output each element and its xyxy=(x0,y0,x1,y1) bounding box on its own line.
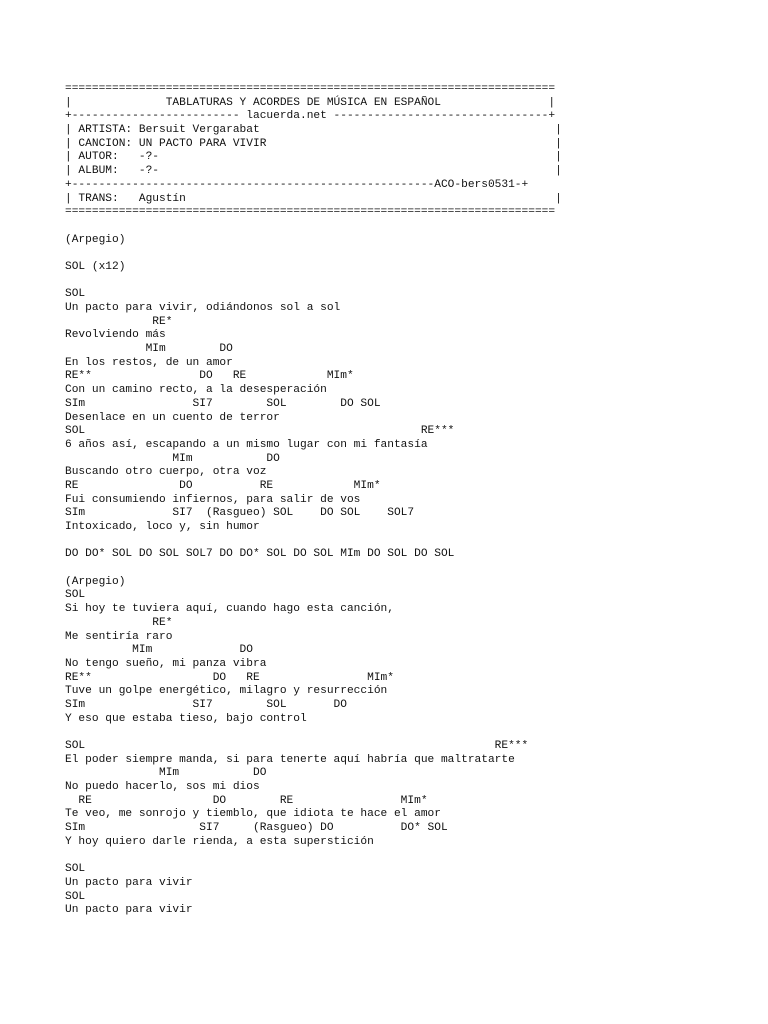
chord-line: SOL RE*** xyxy=(65,740,529,752)
chord-line: RE DO RE MIm* xyxy=(65,479,381,492)
chord-line: SOL xyxy=(65,863,86,876)
chord-line: SOL xyxy=(65,589,86,602)
lyric-line: Revolviendo más xyxy=(65,329,166,342)
blank-line xyxy=(65,535,625,549)
lyric-line: Un pacto para vivir, odiándonos sol a sol xyxy=(65,302,341,314)
chord-line: SIm SI7 SOL DO SOL xyxy=(65,397,381,410)
lyric-line: 6 años así, escapando a un mismo lugar con mi fantasía xyxy=(65,438,428,451)
lyric-line: Y eso que estaba tieso, bajo control xyxy=(65,712,307,725)
blank-line xyxy=(65,562,625,576)
header-title-line: | TABLATURAS Y ACORDES DE MÚSICA EN ESPAÑOL | xyxy=(65,96,556,109)
author-line: | AUTOR: -?- | xyxy=(65,151,562,164)
blank-line xyxy=(65,850,625,864)
chord-line: RE** DO RE MIm* xyxy=(65,671,394,684)
lyric-line: Con un camino recto, a la desesperación xyxy=(65,384,327,397)
lyric-line: Intoxicado, loco y, sin humor xyxy=(65,521,260,533)
blank-line xyxy=(65,220,625,234)
lyric-line: Desenlace en un cuento de terror xyxy=(65,411,280,424)
chord-line: MIm DO xyxy=(65,343,233,356)
blank-line xyxy=(65,726,625,740)
code-line: +------------------------------------------------------ACO-bers0531-+ xyxy=(65,178,529,191)
chord-line: SIm SI7 (Rasgueo) DO DO* SOL xyxy=(65,822,448,835)
chord-line: SIm SI7 SOL DO xyxy=(65,698,347,711)
lyric-line: Me sentiría raro xyxy=(65,630,173,643)
tab-sheet xyxy=(65,83,625,918)
lyric-line: Y hoy quiero darle rienda, a esta superstición xyxy=(65,835,374,848)
lyric-line: Un pacto para vivir xyxy=(65,876,193,889)
album-line: | ALBUM: -?- | xyxy=(65,165,562,178)
chord-line: SOL RE*** xyxy=(65,425,455,438)
blank-line xyxy=(65,247,625,261)
chord-line: MIm DO xyxy=(65,644,253,657)
lyric-line: En los restos, de un amor xyxy=(65,356,233,369)
site-name-line: +------------------------- lacuerda.net --------------------------------+ xyxy=(65,110,556,123)
lyric-line: No puedo hacerlo, sos mi dios xyxy=(65,781,260,794)
chord-line: SIm SI7 (Rasgueo) SOL DO SOL SOL7 xyxy=(65,507,415,520)
lyric-line: Te veo, me sonrojo y tiemblo, que idiota te hace el amor xyxy=(65,808,441,821)
lyric-line: Fui consumiendo infiernos, para salir de vos xyxy=(65,493,361,506)
chord-line: SOL xyxy=(65,890,86,903)
transcriber-line: | TRANS: Agustín | xyxy=(65,192,562,205)
lyric-line: Buscando otro cuerpo, otra voz xyxy=(65,466,267,479)
chord-line: MIm DO xyxy=(65,767,267,780)
chord-line: RE* xyxy=(65,315,173,328)
chord-line: DO DO* SOL DO SOL SOL7 DO DO* SOL DO SOL MIm DO SOL DO SOL xyxy=(65,548,455,561)
lyric-line: Un pacto para vivir xyxy=(65,904,193,917)
chord-line: RE DO RE MIm* xyxy=(65,794,428,807)
chord-line: SOL xyxy=(65,288,86,301)
chord-line: RE* xyxy=(65,616,173,629)
song-line: | CANCION: UN PACTO PARA VIVIR | xyxy=(65,137,562,150)
artist-line: | ARTISTA: Bersuit Vergarabat | xyxy=(65,124,562,137)
section-marker: (Arpegio) xyxy=(65,233,126,246)
chord-line: RE** DO RE MIm* xyxy=(65,370,354,383)
chord-line: SOL (x12) xyxy=(65,260,126,273)
lyric-line: Si hoy te tuviera aquí, cuando hago esta canción, xyxy=(65,603,394,616)
header-border-line: ========================================================================= xyxy=(65,206,556,219)
lyric-line: No tengo sueño, mi panza vibra xyxy=(65,657,267,670)
header-border-line: ========================================================================= xyxy=(65,83,556,95)
chord-line: MIm DO xyxy=(65,452,280,465)
blank-line xyxy=(65,275,625,289)
lyric-line: El poder siempre manda, si para tenerte aquí habría que maltratarte xyxy=(65,753,515,766)
lyric-line: Tuve un golpe energético, milagro y resurrección xyxy=(65,685,388,698)
section-marker: (Arpegio) xyxy=(65,575,126,588)
